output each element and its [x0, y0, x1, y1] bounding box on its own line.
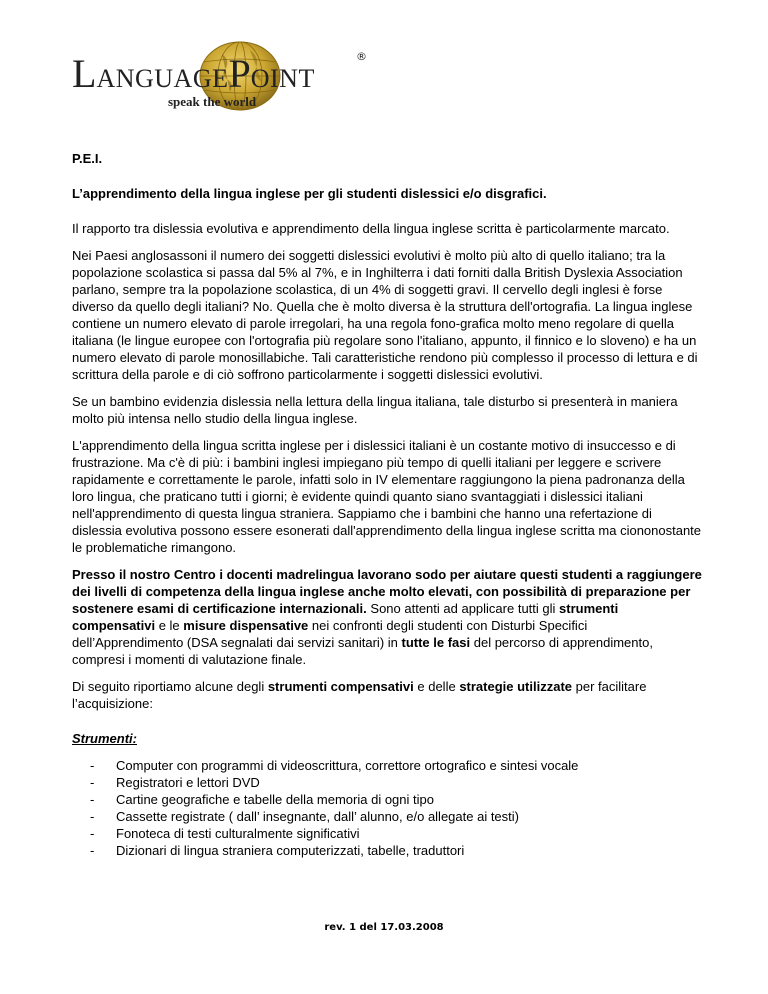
strategies-emphasis: strategie utilizzate	[459, 679, 573, 694]
centre-emphasis: strumenti compensativi	[72, 601, 619, 633]
logo-letter-p: P	[228, 51, 251, 96]
list-item-text: Cassette registrate ( dall’ insegnante, dall’ alunno, e/o allegate ai testi)	[116, 809, 519, 824]
document-heading: P.E.I.	[72, 151, 103, 166]
centre-emphasis: misure dispensative	[183, 618, 309, 633]
language-point-logo	[72, 40, 372, 120]
strategies-emphasis: strumenti compensativi	[267, 679, 414, 694]
list-marker: -	[90, 775, 95, 790]
list-item	[72, 825, 702, 842]
paragraph: L'apprendimento della lingua scritta inglese per i dislessici italiani è un costante motivo di insuccesso e di frustrazione. Ma c'è di più: i bambini inglesi impiegano più tempo di quelli italiani per leggere e scrivere rapidamente e correttamente le parole, infatti solo in IV elementare raggiungono la piena padronanza della loro lingua, che praticano tutti i giorni; è evidente quindi quanto siano svantaggiati i dislessici italiani nell'apprendimento di questa lingua straniera. Sappiamo che i bambini che hanno una refertazione di dislessia evolutiva possono essere esonerati dall'apprendimento della lingua inglese scritta ma ciononostante le problematiche rimangono.	[72, 438, 702, 555]
list-item-text: Registratori e lettori DVD	[116, 775, 260, 790]
paragraph: Il rapporto tra dislessia evolutiva e apprendimento della lingua inglese scritta è particolarmente marcato.	[72, 221, 670, 236]
document-subtitle: L’apprendimento della lingua inglese per gli studenti dislessici e/o disgrafici.	[72, 186, 547, 201]
centre-text: e le	[155, 618, 184, 633]
list-item	[72, 757, 702, 774]
strategies-text: per facilitare l’acquisizione:	[72, 679, 647, 711]
list-item	[72, 774, 702, 791]
list-marker: -	[90, 826, 95, 841]
centre-text: nei confronti degli studenti con Disturbi Specifici dell’Apprendimento (DSA segnalati dai servizi sanitari) in	[72, 618, 588, 650]
list-item-text: Cartine geografiche e tabelle della memoria di ogni tipo	[116, 792, 434, 807]
tools-list	[72, 757, 702, 859]
list-item	[72, 842, 702, 859]
list-marker: -	[90, 792, 95, 807]
centre-intro: Presso il nostro Centro i docenti madrelingua lavorano sodo per aiutare questi studenti a raggiungere dei livelli di competenza della lingua inglese anche molto elevati, con possibilità di preparazione per sostenere esami di certificazione internazionali.	[72, 567, 702, 616]
list-item-text: Dizionari di lingua straniera computerizzati, tabelle, traduttori	[116, 843, 465, 858]
centre-text: Sono attenti ad applicare tutti gli	[366, 601, 560, 616]
document-body	[72, 150, 702, 859]
list-item	[72, 808, 702, 825]
revision-footer: rev. 1 del 17.03.2008	[324, 922, 444, 933]
strategies-paragraph	[72, 678, 702, 712]
list-item-text: Fonoteca di testi culturalmente significativi	[116, 826, 360, 841]
paragraph: Se un bambino evidenzia dislessia nella lettura della lingua italiana, tale disturbo si presenterà in maniera molto più intensa nello studio della lingua inglese.	[72, 394, 678, 426]
list-marker: -	[90, 809, 95, 824]
tools-heading: Strumenti:	[72, 731, 137, 746]
strategies-text: e delle	[413, 679, 460, 694]
logo-tagline: speak the world	[168, 94, 257, 109]
logo-letter-l: L	[72, 51, 97, 96]
list-marker: -	[90, 843, 95, 858]
registered-mark: ®	[356, 50, 367, 63]
paragraph: Nei Paesi anglosassoni il numero dei soggetti dislessici evolutivi è molto più alto di quello italiano; tra la popolazione scolastica si passa dal 5% al 7%, e in Inghilterra i dati forniti dalla British Dyslexia Association parlano, sempre tra la popolazione scolastica, di un 4% di soggetti gravi. Il cervello degli inglesi è forse diverso da quello degli italiani? No. Quella che è molto diversa è la struttura dell'ortografia. La lingua inglese contiene un numero elevato di parole irregolari, ha una regola fono-grafica molto meno regolare di quella italiana (le lingue europee con l'ortografia più regolare sono l'italiano, appunto, il finnico e lo sloveno) e ha un numero elevato di parole monosillabiche. Tali caratteristiche rendono più complesso il processo di lettura e di scrittura della parole e di ciò soffrono particolarmente i soggetti dislessici evolutivi.	[72, 248, 698, 382]
centre-paragraph	[72, 566, 702, 668]
logo-word-point: OINT	[250, 64, 315, 93]
list-item-text: Computer con programmi di videoscrittura, correttore ortografico e sintesi vocale	[116, 758, 579, 773]
list-marker: -	[90, 758, 95, 773]
centre-text: del percorso di apprendimento, compresi i momenti di valutazione finale.	[72, 635, 653, 667]
centre-emphasis: tutte le fasi	[401, 635, 471, 650]
strategies-text: Di seguito riportiamo alcune degli	[72, 679, 268, 694]
list-item	[72, 791, 702, 808]
logo-word-language: ANGUAGE	[96, 64, 229, 93]
